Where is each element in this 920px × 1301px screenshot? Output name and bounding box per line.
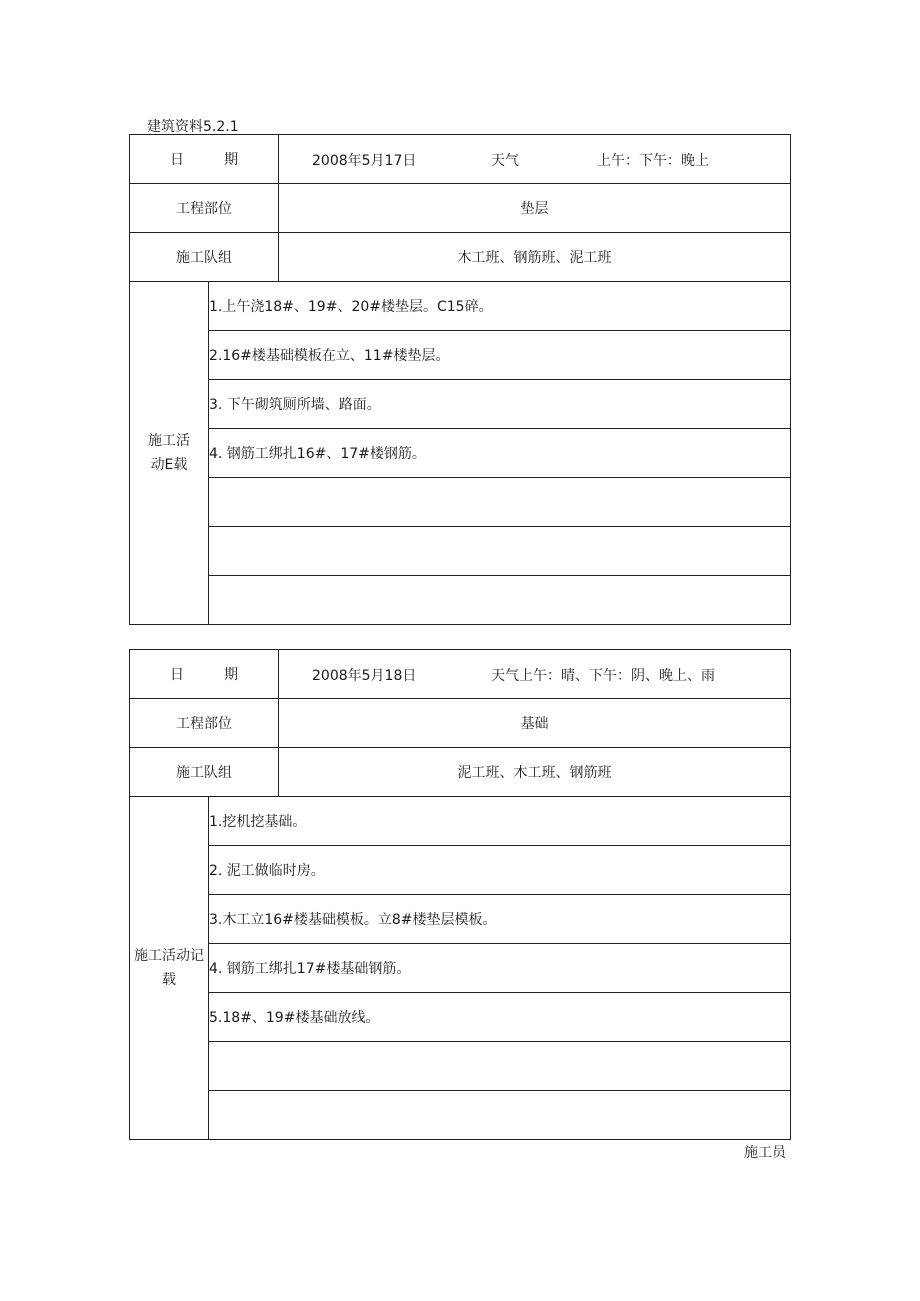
date-label-a: 日 — [170, 667, 184, 683]
daily-log-table-1 — [129, 134, 791, 625]
location-label: 工程部位 — [130, 699, 279, 748]
activity-entry: 3.木工立16#楼基础模板。立8#楼垫层模板。 — [209, 895, 791, 944]
date-label-cell — [130, 135, 279, 184]
activity-label-b: 载 — [162, 972, 176, 988]
daily-log-table-2 — [129, 649, 791, 1140]
team-value: 木工班、钢筋班、泥工班 — [279, 233, 791, 282]
activity-row — [130, 797, 791, 846]
team-label: 施工队组 — [130, 233, 279, 282]
activity-label-b: 动E载 — [150, 457, 188, 473]
activity-entry — [209, 576, 791, 625]
team-row — [130, 233, 791, 282]
activity-entry: 2.16#楼基础模板在立、11#楼垫层。 — [209, 331, 791, 380]
activity-entry: 5.18#、19#楼基础放线。 — [209, 993, 791, 1042]
location-row — [130, 699, 791, 748]
date-row — [130, 650, 791, 699]
date-row — [130, 135, 791, 184]
activity-entry: 4. 钢筋工绑扎17#楼基础钢筋。 — [209, 944, 791, 993]
activity-entry: 1.上午浇18#、19#、20#楼垫层。C15碎。 — [209, 282, 791, 331]
date-value-cell — [279, 650, 791, 699]
activity-label-a: 施工活 — [148, 433, 190, 449]
date-label-a: 日 — [170, 152, 184, 168]
activity-entry — [209, 1091, 791, 1140]
activity-row — [130, 282, 791, 331]
location-value: 垫层 — [279, 184, 791, 233]
activity-entry — [209, 527, 791, 576]
date-label-b: 期 — [224, 667, 238, 683]
activity-entry: 3. 下午砌筑厕所墙、路面。 — [209, 380, 791, 429]
location-label: 工程部位 — [130, 184, 279, 233]
date-value-cell — [279, 135, 791, 184]
activity-entry — [209, 1042, 791, 1091]
date-label-cell — [130, 650, 279, 699]
activity-entry — [209, 478, 791, 527]
activity-entry: 4. 钢筋工绑扎16#、17#楼钢筋。 — [209, 429, 791, 478]
date-value: 2008年5月18日 — [312, 668, 417, 684]
activity-label-cell — [130, 797, 209, 1140]
team-label: 施工队组 — [130, 748, 279, 797]
activity-entry: 1.挖机挖基础。 — [209, 797, 791, 846]
location-value: 基础 — [279, 699, 791, 748]
weather-label: 天气 — [491, 153, 519, 169]
document-title: 建筑资料5.2.1 — [147, 119, 239, 135]
activity-entry: 2. 泥工做临时房。 — [209, 846, 791, 895]
location-row — [130, 184, 791, 233]
team-row — [130, 748, 791, 797]
activity-label-a: 施工活动记 — [134, 948, 204, 964]
activity-label-cell — [130, 282, 209, 625]
weather-value: 天气上午：晴、下午：阴、晚上、雨 — [491, 668, 715, 684]
weather-value: 上午：下午：晚上 — [597, 153, 709, 169]
team-value: 泥工班、木工班、钢筋班 — [279, 748, 791, 797]
date-value: 2008年5月17日 — [312, 153, 417, 169]
date-label-b: 期 — [224, 152, 238, 168]
signature-label: 施工员 — [744, 1145, 786, 1161]
